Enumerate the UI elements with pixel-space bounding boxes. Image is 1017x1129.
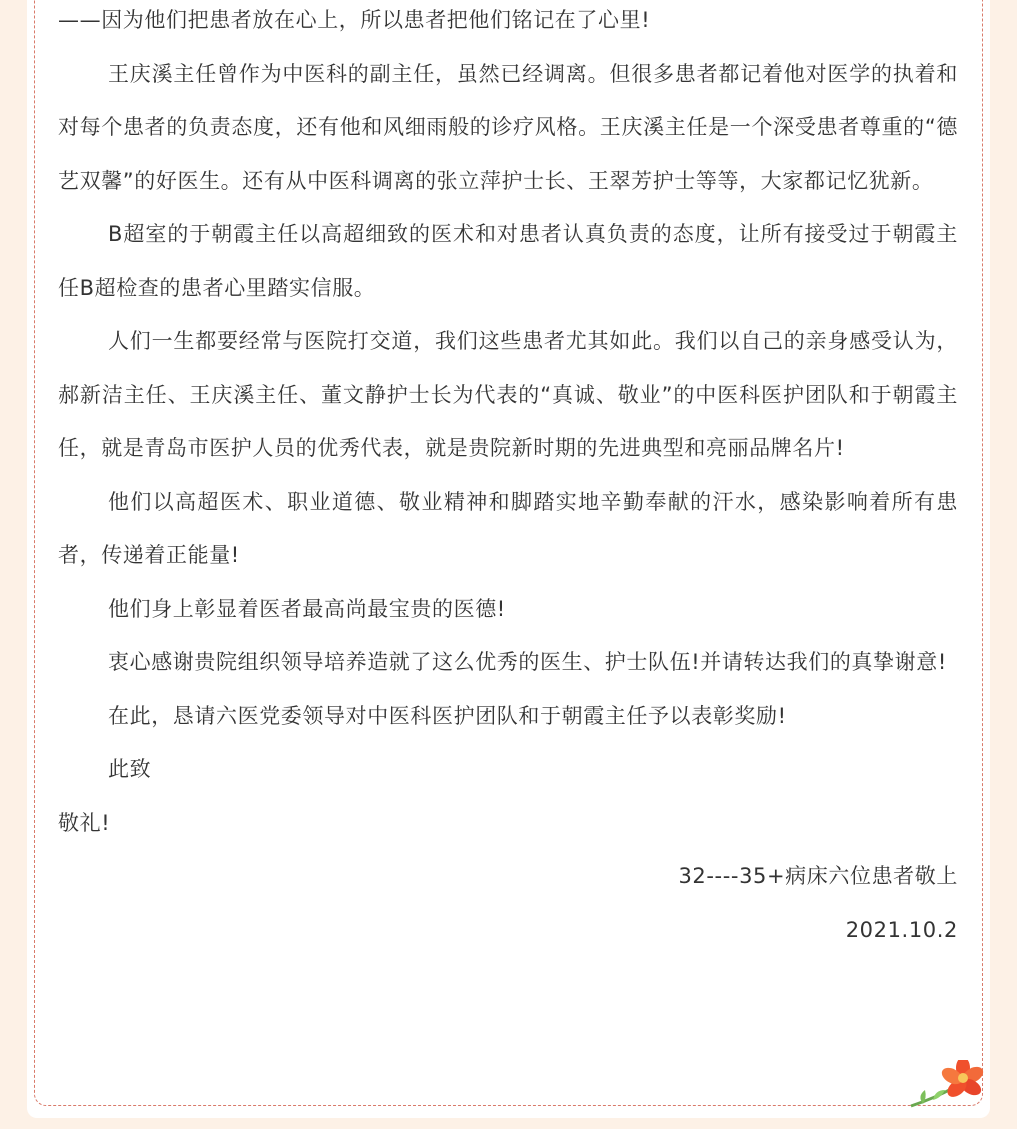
paragraph-2: 王庆溪主任曾作为中医科的副主任，虽然已经调离。但很多患者都记着他对医学的执着和对每个患者的负责态度，还有他和风细雨般的诊疗风格。王庆溪主任是一个深受患者尊重的“德艺双馨”的好医生。还有从中医科调离的张立萍护士长、王翠芳护士等等，大家都记忆犹新。 bbox=[58, 61, 958, 193]
salutation: 敬礼! bbox=[58, 810, 111, 835]
paragraph-3: B超室的于朝霞主任以高超细致的医术和对患者认真负责的态度，让所有接受过于朝霞主任B超检查的患者心里踏实信服。 bbox=[58, 222, 958, 300]
letter-body bbox=[58, 0, 958, 957]
paragraph-5: 他们以高超医术、职业道德、敬业精神和脚踏实地辛勤奉献的汗水，感染影响着所有患者，传递着正能量! bbox=[58, 489, 958, 567]
tulip-flower-icon bbox=[905, 1060, 985, 1112]
paragraph-7: 衷心感谢贵院组织领导培养造就了这么优秀的医生、护士队伍!并请转达我们的真挚谢意! bbox=[108, 650, 947, 674]
paragraph-4: 人们一生都要经常与医院打交道，我们这些患者尤其如此。我们以自己的亲身感受认为，郝新洁主任、王庆溪主任、董文静护士长为代表的“真诚、敬业”的中医科医护团队和于朝霞主任，就是青岛市医护人员的优秀代表，就是贵院新时期的先进典型和亮丽品牌名片! bbox=[58, 329, 958, 460]
paragraph-6: 他们身上彰显着医者最高尚最宝贵的医德! bbox=[108, 596, 506, 621]
signature: 32----35+病床六位患者敬上 bbox=[678, 864, 958, 888]
closing-phrase: 此致 bbox=[108, 757, 152, 781]
paragraph-8: 在此，恳请六医党委领导对中医科医护团队和于朝霞主任予以表彰奖励! bbox=[108, 703, 787, 728]
paragraph-1: ——因为他们把患者放在心上，所以患者把他们铭记在了心里! bbox=[58, 8, 651, 32]
date: 2021.10.2 bbox=[845, 917, 958, 942]
